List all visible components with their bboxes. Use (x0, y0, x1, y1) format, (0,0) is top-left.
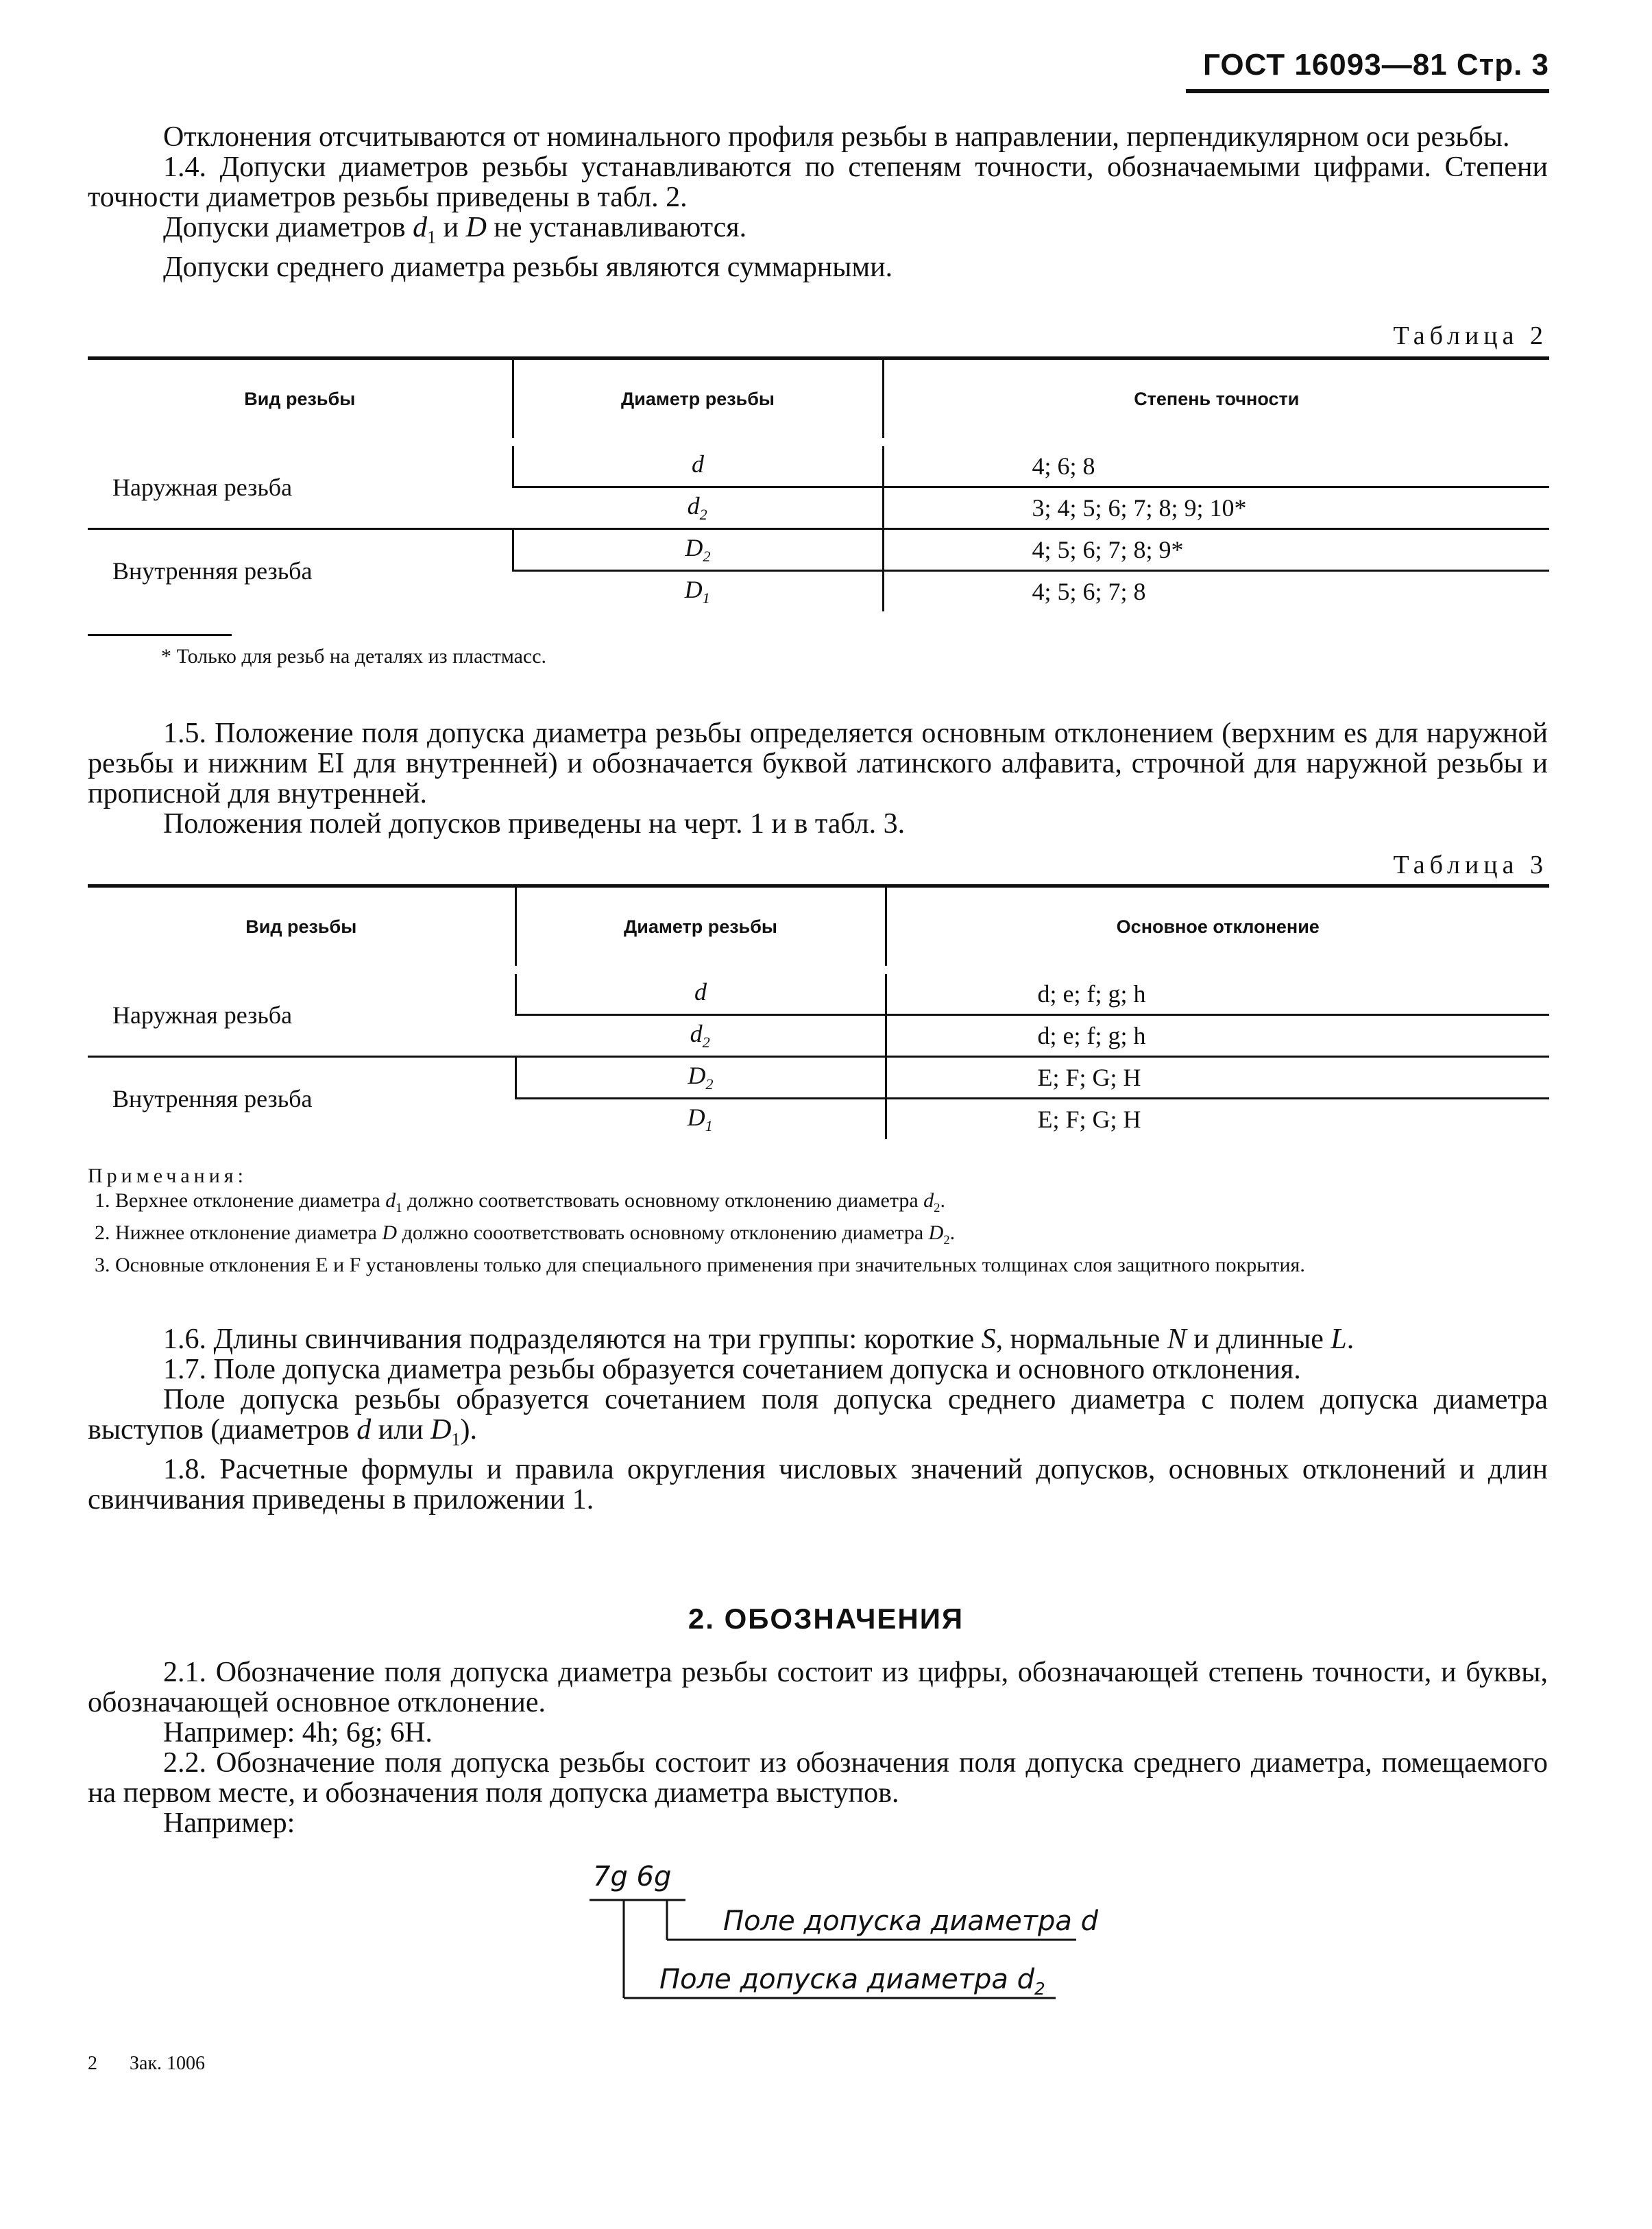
paragraph: 1.7. Поле допуска диаметра резьбы образуется сочетанием допуска и основного отклонения. (163, 1354, 1301, 1385)
paragraph: Поле допуска резьбы образуется сочетанием поля допуска среднего диаметра с полем допуска диаметра выступов (диаметров d или $D_1$). (88, 1384, 1548, 1450)
column-header: Основное отклонение (886, 886, 1549, 971)
paragraph: 1.8. Расчетные формулы и правила округления числовых значений допусков, основных отклонений и длин свинчивания приведены в приложении 1. (88, 1454, 1548, 1516)
note: 2. Нижнее отклонение диаметра D должно сооответствовать основному отклонению диаметра $D_2$. (95, 1221, 956, 1247)
section-heading: 2. ОБОЗНАЧЕНИЯ (688, 1603, 964, 1635)
basic-deviation: E; F; G; H (886, 1057, 1549, 1099)
page-footer (88, 2053, 232, 2075)
table-3 (88, 884, 1549, 1139)
order-number: Зак. 1006 (130, 2053, 206, 2074)
subscript: 1 (427, 227, 437, 247)
notes-title: Примечания: (88, 1165, 247, 1187)
table-header-row (88, 358, 1549, 443)
diameter: $D_1$ (515, 1099, 886, 1140)
paragraph: Например: (163, 1807, 295, 1839)
table-row (88, 970, 1549, 1015)
accuracy-grade: 4; 5; 6; 7; 8 (883, 571, 1549, 612)
paragraph: 1.6. Длины свинчивания подразделяются на три группы: короткие S, нормальные N и длинные L. (163, 1324, 1355, 1355)
table-row (88, 442, 1549, 487)
section-1-6 (88, 1324, 1548, 1515)
paragraph: Положения полей допусков приведены на черт. 1 и в табл. 3. (163, 808, 906, 840)
thread-kind: Наружная резьба (88, 442, 513, 529)
column-header: Степень точности (883, 358, 1549, 443)
basic-deviation: d; e; f; g; h (886, 970, 1549, 1015)
table-row (88, 529, 1549, 571)
diameter: $D_2$ (513, 529, 883, 571)
table-2 (88, 356, 1549, 611)
paragraph (88, 212, 1548, 252)
accuracy-grade: 4; 6; 8 (883, 442, 1549, 487)
table2-caption: Таблица 2 (1393, 321, 1548, 350)
accuracy-grade: 3; 4; 5; 6; 7; 8; 9; 10* (883, 487, 1549, 529)
column-header: Диаметр резьбы (513, 358, 883, 443)
label-pitch-diameter: Поле допуска диаметра $d_2$ (659, 1964, 1045, 1999)
text: Допуски диаметров (163, 212, 413, 243)
paragraph: 1.4. Допуски диаметров резьбы устанавливаются по степеням точности, обозначаемыми цифрами. Степени точности диаметров резьбы приведены в табл. 2. (88, 151, 1548, 213)
footnote-rule (88, 634, 232, 636)
table3-caption: Таблица 3 (1393, 851, 1548, 879)
page-number: 2 (88, 2053, 97, 2074)
text: не устанавливаются. (486, 212, 747, 243)
column-header: Вид резьбы (88, 886, 515, 971)
diameter: $D_2$ (515, 1057, 886, 1099)
paragraph: 2.2. Обозначение поля допуска резьбы состоит из обозначения поля допуска среднего диаметра, помещаемого на первом месте, и обозначения поля допуска диаметра выступов. (88, 1747, 1548, 1809)
paragraph: 1.5. Положение поля допуска диаметра резьбы определяется основным отклонением (верхним es для наружной резьбы и нижним EI для внутренней) и обозначается буквой латинского алфавита, строчной для наружной резьбы и прописной для внутренней. (88, 718, 1548, 809)
table-header-row (88, 886, 1549, 971)
paragraph: 2.1. Обозначение поля допуска диаметра резьбы состоит из цифры, обозначающей степень точности, и буквы, обозначающей основное отклонение. (88, 1657, 1548, 1718)
basic-deviation: E; F; G; H (886, 1099, 1549, 1140)
paragraph: Допуски среднего диаметра резьбы являются суммарными. (163, 252, 893, 284)
thread-kind: Внутренняя резьба (88, 529, 513, 612)
diameter: d (515, 970, 886, 1015)
symbol: d (413, 212, 428, 243)
table-row (88, 1057, 1549, 1099)
column-header: Вид резьбы (88, 358, 513, 443)
paragraph: Например: 4h; 6g; 6H. (163, 1717, 433, 1749)
note: 1. Верхнее отклонение диаметра $d_1$ должно соответствовать основному отклонению диаметра $d_2$. (95, 1189, 945, 1215)
section-2 (88, 1657, 1548, 1838)
designation-code: 7g 6g (593, 1861, 672, 1892)
table3-notes (88, 1164, 1548, 1278)
paragraph: Отклонения отсчитываются от номинального профиля резьбы в направлении, перпендикулярном оси резьбы. (163, 121, 1510, 153)
basic-deviation: d; e; f; g; h (886, 1015, 1549, 1057)
diameter: $d_2$ (515, 1015, 886, 1057)
section-1-5 (88, 718, 1548, 839)
thread-kind: Наружная резьба (88, 970, 515, 1057)
diameter: d (513, 442, 883, 487)
note: 3. Основные отклонения E и F установлены только для специального применения при значительных толщинах слоя защитного покрытия. (95, 1254, 1305, 1276)
intro-block (88, 122, 1548, 282)
designation-diagram (576, 1861, 1124, 2012)
symbol: D (465, 212, 487, 243)
diameter: $d_2$ (513, 487, 883, 529)
diameter: $D_1$ (513, 571, 883, 612)
label-major-diameter: Поле допуска диаметра d (723, 1905, 1099, 1937)
text: и (436, 212, 466, 243)
page-header: ГОСТ 16093—81 Стр. 3 (1186, 48, 1549, 93)
column-header: Диаметр резьбы (515, 886, 886, 971)
table2-footnote: * Только для резьб на деталях из пластмасс. (161, 645, 547, 668)
thread-kind: Внутренняя резьба (88, 1057, 515, 1140)
accuracy-grade: 4; 5; 6; 7; 8; 9* (883, 529, 1549, 571)
